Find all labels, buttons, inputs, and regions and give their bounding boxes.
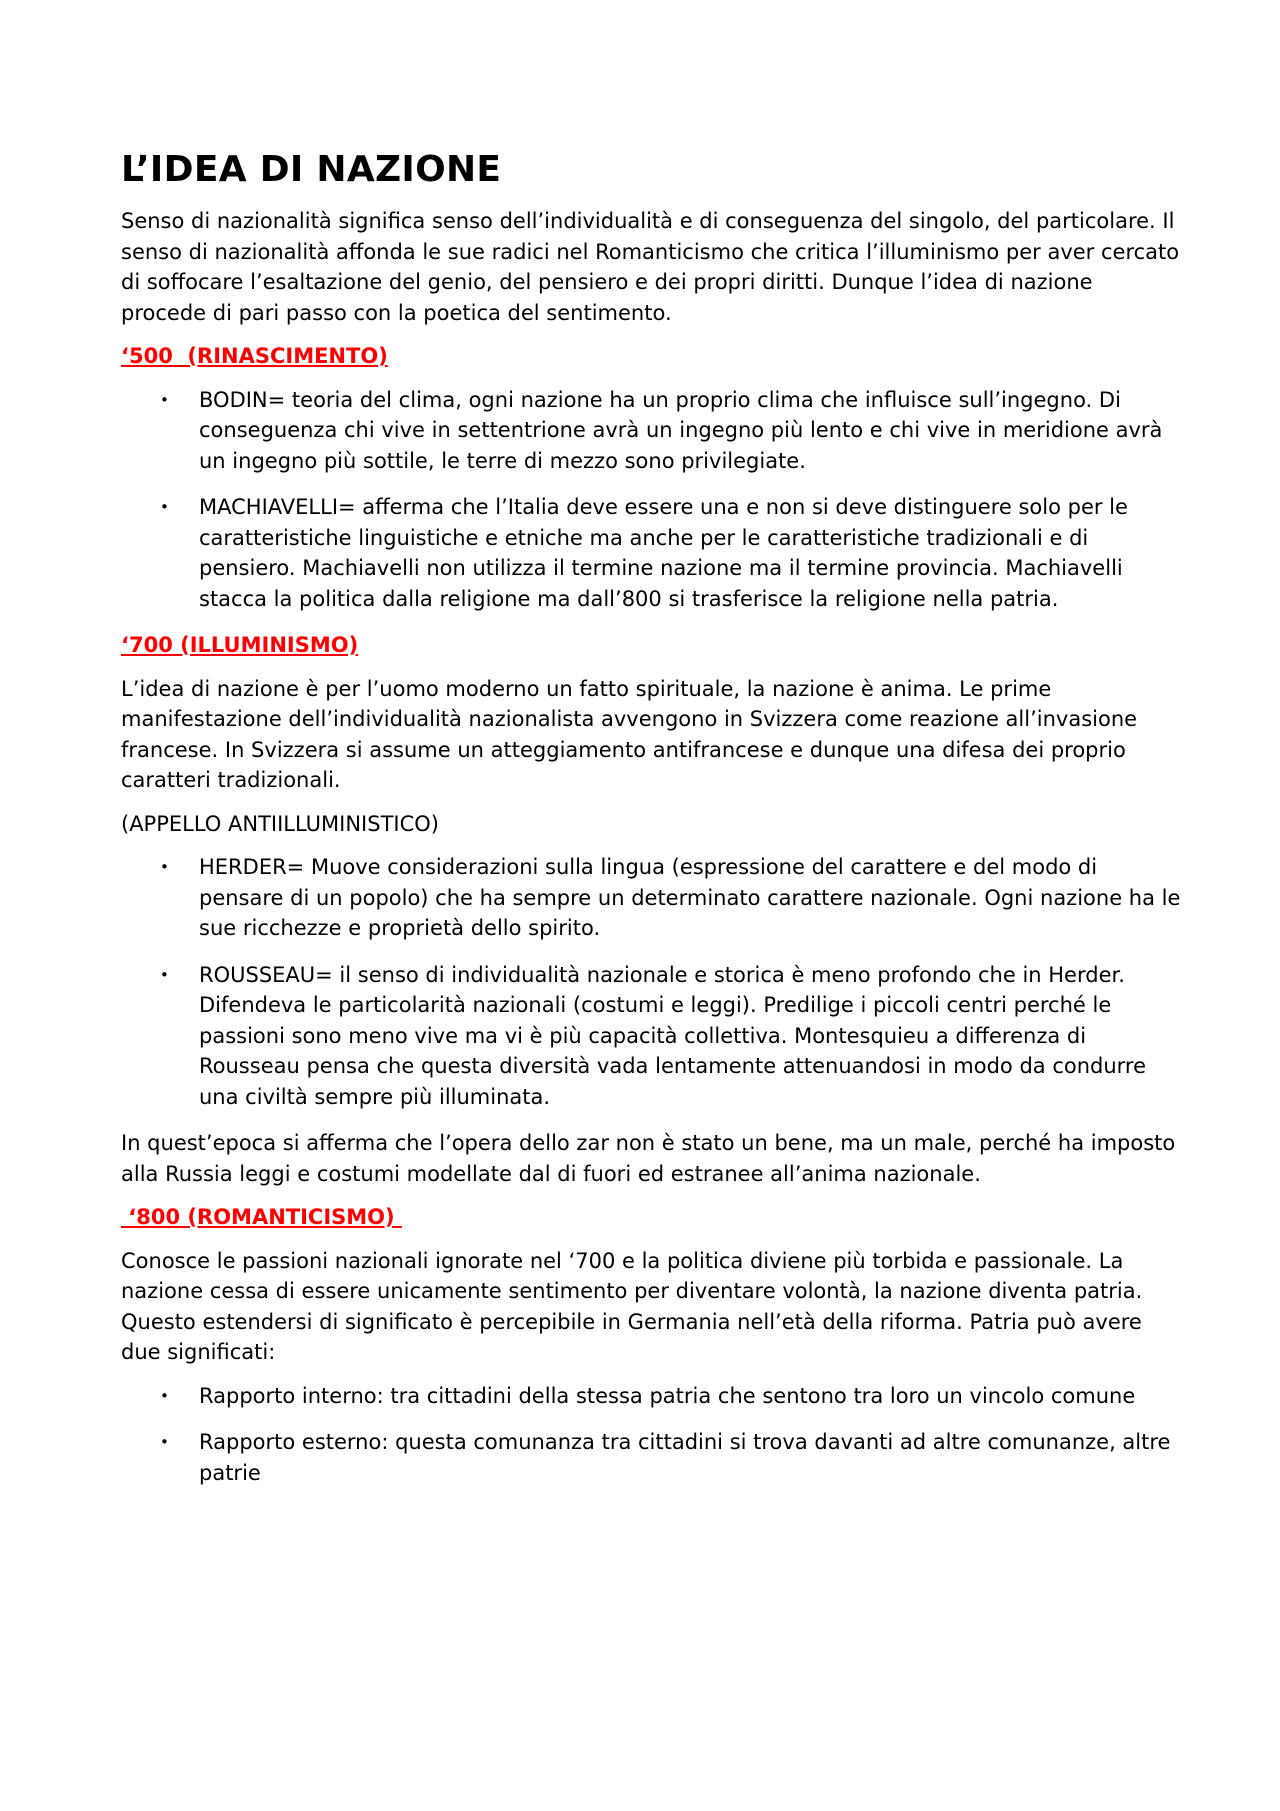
list-rinascimento [121, 385, 1181, 615]
list-item-rousseau [121, 960, 1181, 1113]
document-title: L’IDEA DI NAZIONE [121, 149, 502, 190]
list-item-rapporto-interno [121, 1381, 1181, 1412]
list-item-text: Rapporto interno: tra cittadini della stessa patria che sentono tra loro un vincolo comune [199, 1383, 1136, 1408]
list-item-rapporto-esterno [121, 1427, 1181, 1488]
list-item-text: ROUSSEAU= il senso di individualità nazionale e storica è meno profondo che in Herder. Difendeva le particolarità nazionali (costumi e leggi). Predilige i piccoli centri perché le passioni sono meno vive ma vi è più capacità collettiva. Montesquieu a differenza di Rousseau pensa che questa diversità vada lentamente attenuandosi in modo da condurre una civiltà sempre più illuminata. [199, 962, 1147, 1109]
list-romanticismo [121, 1381, 1181, 1489]
bullet-icon: • [160, 1386, 169, 1405]
illuminismo-closing-paragraph: In quest’epoca si afferma che l’opera dello zar non è stato un bene, ma un male, perché ha imposto alla Russia leggi e costumi modellate dal di fuori ed estranee all’anima nazionale. [121, 1131, 1176, 1186]
illuminismo-paragraph: L’idea di nazione è per l’uomo moderno un fatto spirituale, la nazione è anima. Le prime manifestazione dell’individualità nazionalista avvengono in Svizzera come reazione all’invasione francese. In Svizzera si assume un atteggiamento antifrancese e dunque una difesa dei proprio caratteri tradizionali. [121, 676, 1138, 792]
romanticismo-paragraph: Conosce le passioni nazionali ignorate nel ‘700 e la politica diviene più torbida e passionale. La nazione cessa di essere unicamente sentimento per diventare volontà, la nazione diventa patria. Questo estendersi di significato è percepibile in Germania nell’età della riforma. Patria può avere due significati: [121, 1248, 1143, 1364]
bullet-icon: • [160, 1433, 169, 1451]
bullet-icon: • [160, 498, 169, 516]
list-item-text: BODIN= teoria del clima, ogni nazione ha un proprio clima che influisce sull’ingegno. Di conseguenza chi vive in settentrione avrà un ingegno più lento e chi vive in meridione avrà un ingegno più sottile, le terre di mezzo sono privilegiate. [199, 387, 1163, 473]
heading-romanticismo: ‘800 (ROMANTICISMO) [121, 1205, 402, 1229]
heading-rinascimento: ‘500 (RINASCIMENTO) [121, 344, 388, 368]
heading-illuminismo: ‘700 (ILLUMINISMO) [121, 633, 359, 657]
illuminismo-subheading: (APPELLO ANTIILLUMINISTICO) [121, 811, 439, 836]
intro-paragraph: Senso di nazionalità significa senso dell’individualità e di conseguenza del singolo, del particolare. Il senso di nazionalità affonda le sue radici nel Romanticismo che critica l’illuminismo per aver cercato di soffocare l’esaltazione del genio, del pensiero e dei propri diritti. Dunque l’idea di nazione procede di pari passo con la poetica del sentimento. [121, 209, 1180, 325]
bullet-icon: • [160, 965, 169, 984]
list-item-bodin [121, 385, 1181, 477]
list-illuminismo [121, 852, 1181, 1112]
list-item-text: MACHIAVELLI= afferma che l’Italia deve essere una e non si deve distinguere solo per le caratteristiche linguistiche e etniche ma anche per le caratteristiche tradizionali e di pensiero. Machiavelli non utilizza il termine nazione ma il termine provincia. Machiavelli stacca la politica dalla religione ma dall’800 si trasferisce la religione nella patria. [199, 495, 1128, 611]
list-item-text: Rapporto esterno: questa comunanza tra cittadini si trova davanti ad altre comunanze, altre patrie [199, 1430, 1171, 1485]
list-item-herder [121, 852, 1181, 944]
bullet-icon: • [160, 390, 169, 409]
bullet-icon: • [160, 858, 169, 876]
list-item-machiavelli [121, 492, 1181, 614]
document-page [121, 148, 1181, 1504]
list-item-text: HERDER= Muove considerazioni sulla lingua (espressione del carattere e del modo di pensare di un popolo) che ha sempre un determinato carattere nazionale. Ogni nazione ha le sue ricchezze e proprietà dello spirito. [199, 855, 1181, 940]
